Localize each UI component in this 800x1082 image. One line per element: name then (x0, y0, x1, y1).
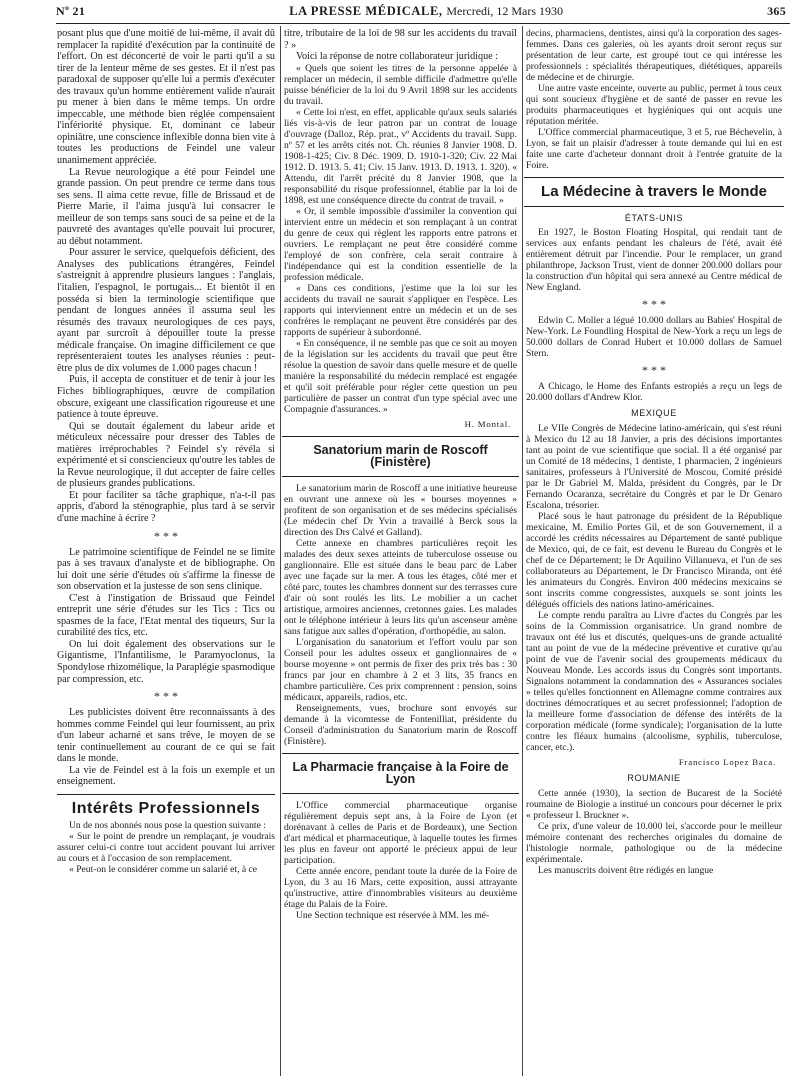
asterism: * * * (642, 363, 666, 378)
section-heading: La Pharmacie française à la Foire de Lyon (292, 760, 509, 786)
paragraph: « En conséquence, il ne semble pas que ce soit au moyen de la législation sur les accidents du travail que peut être résolue la question de savoir dans quelle mesure et de quelle manière la responsabilité du médecin remplacé est engagée et qu'il soit préférable pour régler cette question un peu particulière de passer un contrat d'un type spécial avec une Compagnie d'assurances. » (284, 337, 517, 415)
paragraph: Cette annexe en chambres particulières reçoit les malades des deux sexes atteints de tuberculose osseuse ou ganglionnaire. Elle est située dans le beau parc de Laber avec une façade sur la mer. A tous les étages, côté mer et côté parc, toutes les chambres donnent sur des terrasses cure d'air où sont roulés les lits. Le mobilier a un cachet artistique, armoires anciennes, cretonnes gaies. Les malades ont le téléphone intérieur à leurs lits qu'un ascenseur amène sans fatigue aux salles d'opération, d'orthopédie, au salon. (284, 538, 517, 638)
asterism: * * * (154, 528, 178, 543)
column-divider (280, 26, 281, 1076)
issue-number: Nº 21 (56, 4, 86, 18)
asterism: * * * (154, 689, 178, 704)
paragraph: L'organisation du sanatorium et l'effort voulu par son Conseil pour les adultes osseux et ganglionnaires de « bourse moyenne » ont permis de fixer des prix très bas : 30 francs par jour en chambre à 2 et 3 lits, 35 francs en chambre particulière. Ces prix comprennent : pension, soins médicaux, appareils, radios, etc. (284, 637, 517, 704)
paragraph: Et pour faciliter sa tâche graphique, n'a-t-il pas appris, d'abord la sténographie, plus tard à se servir d'une machine à écrire ? (57, 489, 275, 524)
section-heading: Intérêts Professionnels (57, 794, 275, 821)
country-subheading: ROUMANIE (627, 773, 681, 784)
author-signature: Francisco Lopez Baca. (678, 756, 776, 767)
paragraph: A Chicago, le Home des Enfants estropiés a reçu un legs de 20.000 dollars d'Andrew Klor. (526, 381, 782, 404)
paragraph: Les manuscrits doivent être rédigés en langue (538, 864, 714, 876)
paragraph: La Revue neurologique a été pour Feindel une grande passion. On peut prendre ce terme dans tous ses sens. Il aima cette revue, fille de Brissaud et de Pierre Marie, il l'aima jusqu'à lui consacrer le meilleur de son temps sans souci de sa peine et de la pauvreté des avantages qu'elle pouvait lui procurer, au début notamment. (57, 166, 275, 247)
paragraph: Les publicistes doivent être reconnaissants à des hommes comme Feindel qui leur fournissent, au prix d'un labeur acharné et sans trêve, le moyen de se tenir continuellement au courant de ce qui se fait dans le monde. (57, 707, 275, 765)
paragraph: Qui se doutait également du labeur aride et méticuleux nécessaire pour dresser des Tables de matières irréprochables ? Feindel s'y révéla si expérimenté et si consciencieux qu'outre les tables de la Revue neurologique, il dut accepter de faire celles de plusieurs grandes publications. (57, 420, 275, 490)
journal-title-line (289, 4, 563, 19)
paragraph: « Or, il semble impossible d'assimiler la convention qui intervient entre un médecin et son remplaçant à un contrat du genre de ceux qui règlent les rapports entre patrons et ouvriers. Le remplaçant ne peut être considéré comme l'employé de son confrère, cela serait contraire à l'indépendance qui est la condition essentielle de la profession médicale. (284, 205, 517, 283)
paragraph: posant plus que d'une moitié de lui-même, il avait dû remplacer la rapidité d'exécution par la continuité de l'effort. On est déconcerté de voir le parti qu'il a su tirer de la lenteur même de ses gestes. Et il n'est pas paradoxal de supposer qu'elle lui a permis d'exécuter des travaux qu'un homme entièrement valide n'aurait pu mener à bien dans le même temps. Un ordre impeccable, une méthode bien réglée compensaient l'infériorité physique. Et, dominant ce labeur opiniâtre, une conscience inflexible donna bien vite à toutes les productions de Feindel une valeur unanimement appréciée. (57, 28, 275, 167)
paragraph: Une autre vaste enceinte, ouverte au public, permet à tous ceux qui sont soucieux d'hygiène et de santé de passer en revue les produits pharmaceutiques et hygiéniques qui ont acquis une réputation méritée. (526, 83, 782, 127)
section-rule (282, 753, 519, 794)
paragraph: Le VIIe Congrès de Médecine latino-américain, qui s'est réuni à Mexico du 12 au 18 Janvier, a pris des décisions importantes tant au point de vue scientifique que social. Il a été organisé par un Comité de 18 médecins, 1 dentiste, 1 pharmacien, 2 ingénieurs sanitaires, professeurs à l'Université de Moscou, Comité présidé par le Dr Gabriel M. Malda, président du Congrès, par le Dr Fernando Ocaranza, secrétaire du Congrès et par le Dr Genaro Escalona, trésorier. (526, 422, 782, 511)
column-middle (284, 28, 517, 921)
paragraph: « Sur le point de prendre un remplaçant, je voudrais assurer celui-ci contre tout accident pouvant lui arriver au cours et à l'occasion de son remplacement. (57, 831, 275, 865)
asterism: * * * (642, 297, 666, 312)
paragraph: Placé sous le haut patronage du président de la République mexicaine, M. Emilio Portes Gil, et de son Gouvernement, il a accordé les crédits nécessaires au Département de santé publique de Mexico, qui, de ce fait, est devenu le Bureau du Congrès et le chef de ce Département; le Dr Aquilino Villanueva, et l'un de ses collaborateurs au Département, le Dr Francisco Miranda, ont été les animateurs du Congrès. Environ 400 médecins mexicains se sont inscrits comme congressistes, auxquels se sont joints les délégués officiels des nations latino-américaines. (526, 510, 782, 610)
section-rule (282, 436, 519, 477)
header-rule (56, 23, 790, 24)
column-right (526, 28, 782, 876)
paragraph: Le sanatorium marin de Roscoff a une initiative heureuse en ouvrant une annexe où les « bourses moyennes » profitent de son organisation et de ses médecins spécialisés (Le médecin chef Dr Yvin a travaillé à Berck sous la direction des Drs Calvé et Galland). (284, 483, 517, 539)
paragraph: titre, tributaire de la loi de 98 sur les accidents du travail ? » (284, 28, 517, 51)
paragraph: Pour assurer le service, quelquefois déficient, des Analyses des publications étrangères, Feindel s'astreignit à apprendre plusieurs langues : l'anglais, l'italien, l'espagnol, le portugais... Et bientôt il en posséda si bien la terminologie scientifique que pendant de longues années il assuma seul les résumés des travaux neurologiques de ces pays, ayant par surcroît à dépouiller toute la presse médicale française. On imagine difficilement ce que représenteraient toutes les analyses réunies : peut-être plus de dix volumes de 1.000 pages chacun ! (57, 247, 275, 374)
paragraph: Ce prix, d'une valeur de 10.000 lei, s'accorde pour le meilleur mémoire contenant des recherches originales du domaine de l'histologie normale, pathologique ou de la médecine expérimentale. (526, 820, 782, 865)
paragraph: Une Section technique est réservée à MM. les mé- (296, 910, 490, 922)
paragraph: Puis, il accepta de constituer et de tenir à jour les Fiches bibliographiques, œuvre de compilation obscure, exigeant une classification rigoureuse et une patience à toute épreuve. (57, 374, 275, 421)
country-subheading: ÉTATS-UNIS (624, 212, 684, 223)
paragraph: « Dans ces conditions, j'estime que la loi sur les accidents du travail ne saurait s'appliquer en l'espèce. Les rapports qui interviennent entre un médecin et un de ses confrères le remplaçant ne peuvent être considérés par des rapports de supérieur à subordonné. (284, 282, 517, 338)
paragraph: Edwin C. Moller a légué 10.000 dollars au Babies' Hospital de New-York. Le Foundling Hospital de New-York a reçu un legs de 50.000 dollars de Conrad Hubert et 10.000 dollars de Samuel Stern. (526, 315, 782, 360)
paragraph: « Peut-on le considérer comme un salarié et, à ce (69, 864, 258, 876)
section-heading: Sanatorium marin de Roscoff (Finistère) (313, 443, 488, 469)
section-heading: La Médecine à travers le Monde (541, 183, 767, 200)
country-subheading: MEXIQUE (631, 408, 677, 419)
paragraph: Renseignements, vues, brochure sont envoyés sur demande à la vicomtesse de Fontenilliat, présidente du Conseil d'administration du Sanatorium marin de Roscoff (Finistère). (284, 703, 517, 748)
author-signature: H. Montal. (464, 418, 511, 429)
paragraph: On lui doit également des observations sur le Gigantisme, l'Infantilisme, le Paramyoclonus, la Spondylose rhizomélique, la Paraplégie spasmodique par compression, etc. (57, 638, 275, 685)
paragraph: Voici la réponse de notre collaborateur juridique : (296, 51, 499, 63)
paragraph: La vie de Feindel est à la fois un exemple et un enseignement. (57, 764, 275, 788)
paragraph: decins, pharmaciens, dentistes, ainsi qu'à la corporation des sages-femmes. Dans ces galeries, où les ayants droit seront reçus sur présentation de leur carte, est groupé tout ce qui intéresse les professionnels : spécialités thérapeutiques, diététiques, appareils de médecine et de chirurgie. (526, 28, 782, 83)
paragraph: C'est à l'instigation de Brissaud que Feindel entreprit une série d'études sur les Tics : Tics ou spasmes de la face, l'Etat mental des tiqueurs, Sur la curabilité des tics, etc. (57, 592, 275, 639)
paragraph: « Quels que soient les titres de la personne appelée à remplacer un médecin, il semble difficile d'admettre qu'elle puisse bénéficier de la loi du 9 Avril 1898 sur les accidents du travail. (284, 62, 517, 107)
page-number: 365 (767, 4, 786, 18)
page-header (56, 4, 786, 22)
column-left (57, 28, 275, 875)
paragraph: Le compte rendu paraîtra au Livre d'actes du Congrès par les soins de la Commission organisatrice. Un grand nombre de travaux ont été lus et discutés, quelques-uns de grande actualité tant au point de vue de la médecine préventive et curative qu'au point de vue de l'avenir social des groupements médicaux du Nouveau Monde. Les accords issus du Congrès sont importants. Signalons notamment la condamnation des « Assurances sociales » telles qu'elles fonctionnent en Allemagne comme contraires aux doctrines démocratiques et au secret professionnel; l'adoption de la meilleure forme d'association de défense des intérêts de la corporation médicale (forme syndicale); l'organisation de la lutte contre les fléaux humains (alcoolisme, syphilis, tuberculose, cancer, etc.). (526, 609, 782, 753)
paragraph: L'Office commercial pharmaceutique organise régulièrement depuis sept ans, à la Foire de Lyon (et dorénavant à celles de Paris et de Bordeaux), une Section d'art médical et pharmaceutique, à laquelle toutes les firmes les plus en faveur ont apporté le précieux appui de leur participation. (284, 800, 517, 867)
paragraph: « Cette loi n'est, en effet, applicable qu'aux seuls salariés liés vis-à-vis de leur patron par un contrat de louage d'ouvrage (Dalloz, Rép. prat., vº Accidents du travail. Supp. nº 57 et les arrêts cités not. Ch. réunies 8 Janvier 1908. D. 1908-1-425; Civ. 8 Déc. 1909. D. 1910-1-320; Civ. 22 Mai 1912. D. 1913. 5. 41; Civ. 15 Janv. 1913. D. 1913. 1. 320). « Attendu, dit l'arrêt précité du 8 Janvier 1908, que la responsabilité du risque professionnel, établie par la loi de 1898, est une conséquence directe du contrat de travail. » (284, 106, 517, 206)
paragraph: Cette année (1930), la section de Bucarest de la Société roumaine de Biologie a institué un concours pour décerner le prix « professeur I. Bruckner ». (526, 787, 782, 821)
paragraph: Un de nos abonnés nous pose la question suivante : (69, 820, 266, 832)
paragraph: Le patrimoine scientifique de Feindel ne se limite pas à ses travaux d'analyste et de bibliographe. On lui doit une série d'études où s'affirme la finesse de son observation et la justesse de son sens clinique. (57, 546, 275, 593)
paragraph: En 1927, le Boston Floating Hospital, qui rendait tant de services aux enfants pendant les chaleurs de l'été, avait été entièrement détruit par l'incendie. Pour le remplacer, un grand philanthrope, Jackson Trust, vient de donner 200.000 dollars pour la construction d'un hôpital qui sera annexé au Centre médical de New England. (526, 227, 782, 294)
paragraph: L'Office commercial pharmaceutique, 3 et 5, rue Béchevelin, à Lyon, se fait un plaisir d'adresser à toute demande qui lui en est faite une carte d'acheteur donnant droit à l'entrée gratuite de la Foire. (526, 127, 782, 171)
issue-date: Mercredi, 12 Mars 1930 (446, 4, 564, 18)
journal-title: LA PRESSE MÉDICALE, (289, 4, 443, 18)
column-divider (522, 26, 523, 1076)
section-rule (524, 177, 784, 207)
paragraph: Cette année encore, pendant toute la durée de la Foire de Lyon, du 3 au 16 Mars, cette exposition, aussi attrayante qu'instructive, attire d'innombrables visiteurs au deuxième étage du Palais de la Foire. (284, 866, 517, 911)
